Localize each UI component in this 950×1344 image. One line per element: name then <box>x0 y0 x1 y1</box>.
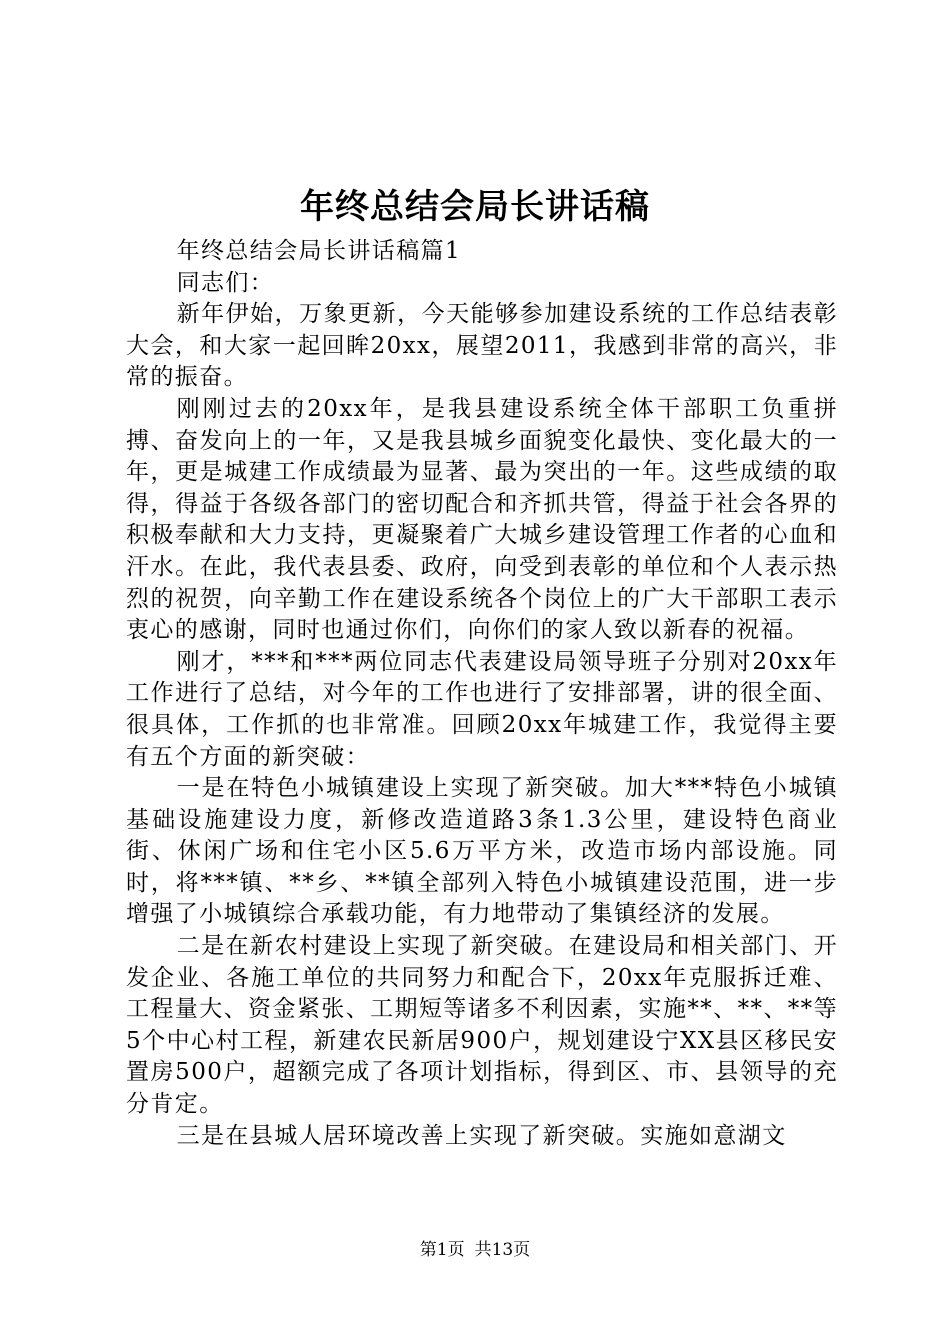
page-number: 第1页 <box>419 1240 465 1260</box>
salutation: 同志们： <box>176 269 275 296</box>
paragraph: 二是在新农村建设上实现了新突破。在建设局和相关部门、开发企业、各施工单位的共同努力和配合下，20xx年克服拆迁难、工程量大、资金紧张、工期短等诸多不利因素，实施**、**、**等5个中心村工程，新建农民新居900户，规划建设宁XX县区移民安置房500户，超额完成了各项计划指标，得到区、市、县领导的充分肯定。 <box>126 933 838 1118</box>
page-total: 共13页 <box>474 1240 531 1260</box>
paragraph: 新年伊始，万象更新，今天能够参加建设系统的工作总结表彰大会，和大家一起回眸20xx，展望2011，我感到非常的高兴，非常的振奋。 <box>126 301 838 391</box>
paragraph: 刚刚过去的20xx年，是我县建设系统全体干部职工负重拼搏、奋发向上的一年，又是我县城乡面貌变化最快、变化最大的一年，更是城建工作成绩最为显著、最为突出的一年。这些成绩的取得，得益于各级各部门的密切配合和齐抓共管，得益于社会各界的积极奉献和大力支持，更凝聚着广大城乡建设管理工作者的心血和汗水。在此，我代表县委、政府，向受到表彰的单位和个人表示热烈的祝贺，向辛勤工作在建设系统各个岗位上的广大干部职工表示衷心的感谢，同时也通过你们，向你们的家人致以新春的祝福。 <box>126 395 838 644</box>
document-title: 年终总结会局长讲话稿 <box>300 187 650 227</box>
document-body <box>126 236 838 1152</box>
page-footer <box>0 1238 950 1262</box>
paragraph: 一是在特色小城镇建设上实现了新突破。加大***特色小城镇基础设施建设力度，新修改造道路3条1.3公里，建设特色商业街、休闲广场和住宅小区5.6万平方米，改造市场内部设施。同时，将***镇、**乡、**镇全部列入特色小城镇建设范围，进一步增强了小城镇综合承载功能，有力地带动了集镇经济的发展。 <box>126 775 838 928</box>
section-heading: 年终总结会局长讲话稿篇1 <box>176 238 462 264</box>
paragraph: 三是在县城人居环境改善上实现了新突破。实施如意湖文 <box>176 1122 787 1149</box>
paragraph: 刚才，***和***两位同志代表建设局领导班子分别对20xx年工作进行了总结，对今年的工作也进行了安排部署，讲的很全面、很具体，工作抓的也非常准。回顾20xx年城建工作，我觉得主要有五个方面的新突破： <box>126 648 838 770</box>
